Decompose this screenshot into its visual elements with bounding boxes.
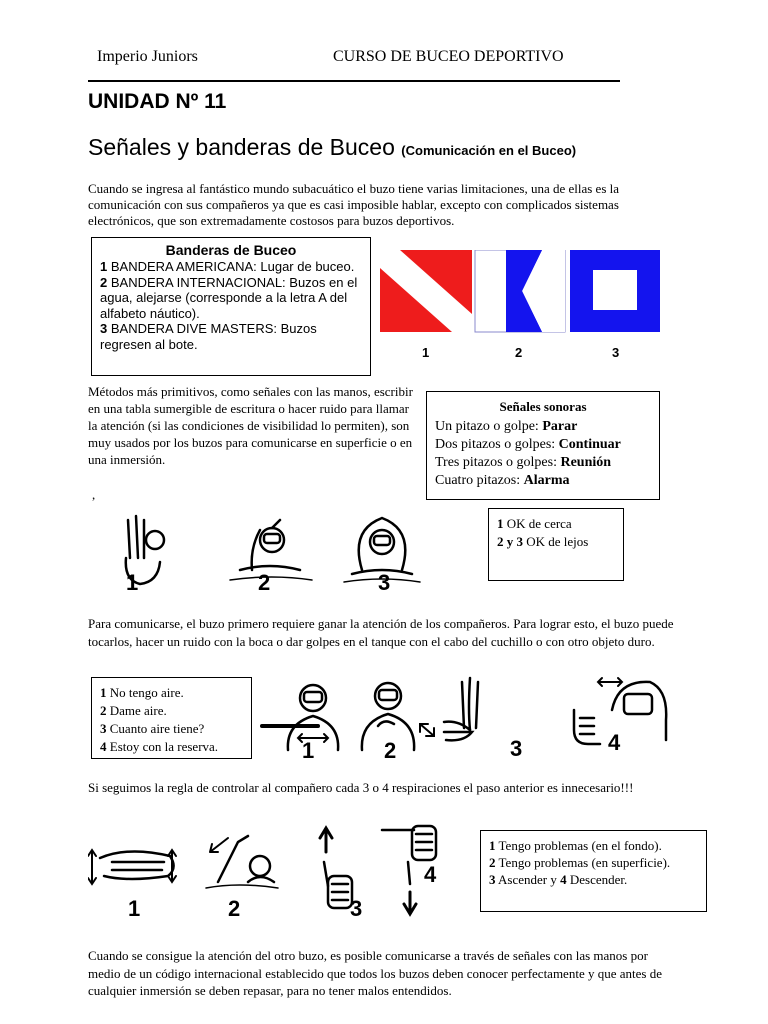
flag-number: 2 <box>515 345 523 360</box>
ok-arm-figure <box>230 520 312 580</box>
air-item: 2 Dame aire. <box>100 703 167 718</box>
flags-box-title: Banderas de Buceo <box>165 242 297 258</box>
intro-paragraph: Cuando se ingresa al fantástico mundo subacuático el buzo tiene varias limitaciones, una de ellas es la comunicación con sus compañeros ya que es casi imposible hablar, excepto con complicados sistemas electrónicos, que son extremadamente costosos para buzos deportivos. <box>88 181 620 228</box>
closing-paragraph: Cuando se consigue la atención del otro buzo, es posible comunicarse a través de señales con las manos por medio de un código internacional establecido que todos los buzos deben conocer perfectamente y que antes de cualquier inmersión se deben repasar, para no tener malos entendidos. <box>88 948 662 998</box>
ok-item: 1 OK de cerca <box>497 516 572 531</box>
no-air-figure <box>262 685 338 750</box>
ok-item: 2 y 3 OK de lejos <box>497 534 589 549</box>
air-signal-illustrations <box>258 670 668 766</box>
sound-item: Un pitazo o golpe: Parar <box>435 419 578 434</box>
give-air-figure <box>362 683 434 750</box>
attention-paragraph: Para comunicarse, el buzo primero requiere ganar la atención de los compañeros. Para lograr esto, el buzo puede tocarlos, hacer un ruido con la boca o dar golpes en el tanque con el cabo del cuchillo o con otro objeto duro. <box>88 616 674 649</box>
figure-number: 1 <box>302 738 315 763</box>
figure-number: 3 <box>510 736 523 761</box>
sound-item: Dos pitazos o golpes: Continuar <box>435 437 621 452</box>
problem-signal-illustrations <box>88 822 458 922</box>
flags-box <box>91 237 371 376</box>
figure-number: 4 <box>608 730 621 755</box>
ok-box <box>488 508 624 581</box>
figure-number: 3 <box>350 896 363 921</box>
ascend-figure <box>320 828 352 908</box>
problem-item: 3 Ascender y 4 Descender. <box>489 872 628 887</box>
air-item: 4 Estoy con la reserva. <box>100 739 219 754</box>
title-main: Señales y banderas de Buceo <box>88 134 395 160</box>
american-dive-flag <box>380 250 472 332</box>
rule-note: Si seguimos la regla de controlar al compañero cada 3 o 4 respiraciones el paso anterior es innecesario!!! <box>88 780 634 795</box>
sound-box-title: Señales sonoras <box>499 399 587 414</box>
methods-paragraph: Métodos más primitivos, como señales con las manos, escribir en una tabla sumergible de escritura o hacer ruido para llamar la atención (si las condiciones de visibilidad lo permiten), son muy usados por los buzos para comunicarse en superficie o en una inmersión. <box>88 384 413 467</box>
header-right: CURSO DE BUCEO DEPORTIVO <box>333 48 564 65</box>
dive-flags <box>380 250 662 334</box>
figure-number: 2 <box>228 896 241 921</box>
figure-number: 1 <box>126 570 139 595</box>
unit-heading: UNIDAD Nº 11 <box>88 90 227 113</box>
page-title <box>88 134 576 161</box>
figure-number: 2 <box>384 738 397 763</box>
figure-number: 3 <box>378 570 391 595</box>
flag-number: 1 <box>422 345 430 360</box>
figure-number: 4 <box>424 862 437 887</box>
flag-item: 2 BANDERA INTERNACIONAL: Buzos en el agua, alejarse (corresponde a la letra A del alfabeto náutico). <box>100 274 358 321</box>
problem-item: 1 Tengo problemas (en el fondo). <box>489 838 662 853</box>
trouble-surface-figure <box>206 836 278 888</box>
problem-item: 2 Tengo problemas (en superficie). <box>489 855 671 870</box>
flag-number: 3 <box>612 345 620 360</box>
stray-mark: , <box>92 487 96 502</box>
how-much-air-figure <box>444 678 478 740</box>
air-signals-box <box>91 677 252 759</box>
figure-number: 1 <box>128 896 141 921</box>
dive-master-flag <box>570 250 660 332</box>
air-item: 3 Cuanto aire tiene? <box>100 721 205 736</box>
trouble-bottom-figure <box>88 850 176 884</box>
header-left: Imperio Juniors <box>97 48 198 65</box>
air-item: 1 No tengo aire. <box>100 685 184 700</box>
sound-item: Tres pitazos o golpes: Reunión <box>435 455 612 470</box>
flag-item: 1 BANDERA AMERICANA: Lugar de buceo. <box>100 259 355 274</box>
alpha-flag <box>475 250 565 332</box>
header-rule <box>88 80 620 82</box>
sound-item: Cuatro pitazos: Alarma <box>435 473 570 488</box>
sound-signals-box <box>426 391 660 500</box>
figure-number: 2 <box>258 570 271 595</box>
title-sub: (Comunicación en el Buceo) <box>401 143 577 158</box>
problem-signals-box <box>480 830 707 912</box>
flag-item: 3 BANDERA DIVE MASTERS: Buzos regresen al bote. <box>100 321 317 352</box>
